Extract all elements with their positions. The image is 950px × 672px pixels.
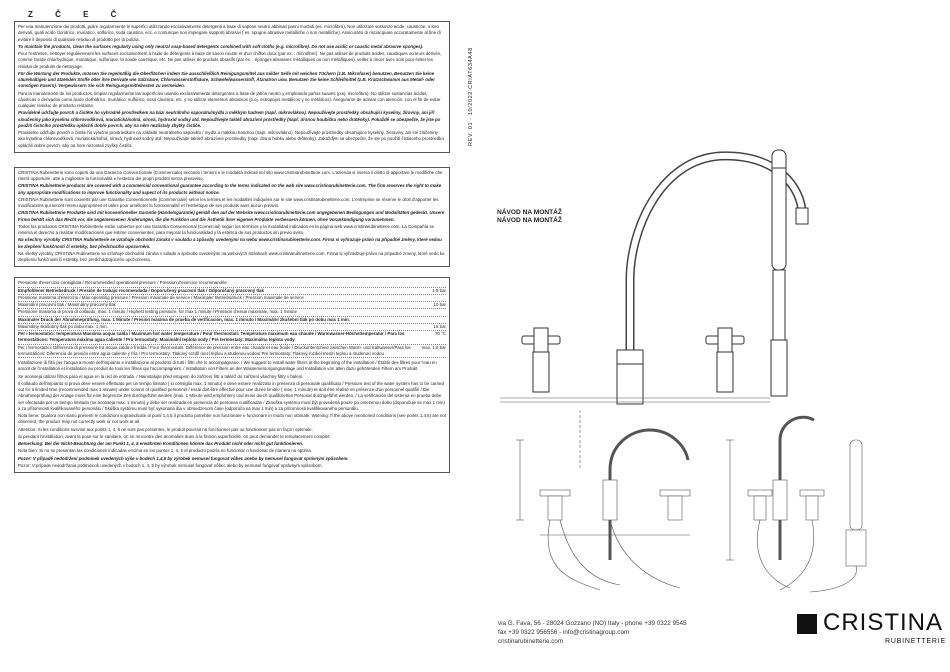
address-line: cristinarubinetterie.com (498, 638, 564, 646)
spec-row (18, 309, 446, 316)
language-header: Z Č E Č (28, 10, 127, 19)
spec-label: Pressione massima di prova di collaudo, max. 1 minuto / Highest testing pressure, for max 1 minute / Pression d'essai maximale, max. 1 minute (18, 309, 298, 315)
warranty-paragraph: CRISTINA Rubinetterie sono coperti da una Garanzia Convenzionale (Commerciale) secondo i termini e le modalità indicati nel sito www.cristinarubinetterie.com. L'azienda si riserva il diritto di apportare le modifiche che riterrà opportune, atte a migliorare la funzionalità e l'estetica dei propri prodotti senza preavviso. (18, 169, 443, 181)
spec-row (18, 280, 446, 287)
spec-label: Maximální pracovní tlak / Maximálny pracovný tlak (18, 302, 116, 307)
spec-value: 16 bar (433, 323, 446, 329)
note-paragraph: Pozor: V prípade nedodržania podmienok uvedených v bodoch 1, 4, 5 by výrobok nemusel fungovať vôbec alebo by nemusel fungovať správnym spôsobom. (18, 462, 323, 468)
shower-holder (773, 270, 785, 340)
cleaning-paragraph: To maintain the products, clean the surfaces regularly using only neutral soap-based detergents combined with soft cloths (e.g. microfibre). Do not use acidic or caustic metal abrasive sponges). (18, 43, 424, 49)
cleaning-section (14, 21, 450, 153)
spec-row (18, 317, 446, 324)
spec-label: Pressione massima d'esercizio / Max operating pressure / Pression maximale de service / Maximaler Betriebsdruck / Pression maximale de service (18, 294, 304, 300)
spec-label: Maximaler Druck der Abnahmeprüfung, max. 1 Minute / Presión máxima de prueba de verificación, max. 1 minuto / Maximální zkušební tlak po dobu max 1 min. (18, 316, 350, 322)
warranty-paragraph: CRISTINA Rubinetterie sont couverts par une Garantie Conventionnelle (Commerciale) selon les termes et les modalités indiquées sur le site www.cristinarubinetterie.com. L'entreprise se réserve le droit d'apporter les modifications qui seront retenu appropriées et utiles pour améliorer la fonctionnalité et l'esthétique de ses produits sans aucun préavis. (18, 196, 439, 208)
right-handle (706, 328, 744, 392)
spec-label: Maximálny skúšobný tlak po dobu max. 1 min. (18, 323, 108, 329)
spec-label: Pressione d'esercizio consigliata / Recommended operational pressure / Pression d'exercice recommandée (18, 280, 227, 286)
cleaning-paragraph: Für die Wartung der Produkte, müssen Sie regelmäßig die Oberflächen indem Sie ausschließlich Reinigungsmittel aus milder Seife mit weichen Tüchern (z.B. Mikrofaser) benutzen. Benutzen Sie keine säurehaltigen und ätzenden Stoffe oder ihre Derivate wie Salzsäure, Chlorwasserstoffsäure, Schwefelwasserstoff, Ätznatron usw. Benutzen Sie keine Schleifmittel (z.B. Kratzschwamm aus Metall- oder sonstigen Fasern). Vergewissern Sie sich Reinigungsmittelresten zu vermeiden. (18, 70, 435, 89)
cleaning-paragraph: Pravidelně udržujte povrch a čistěte ho vyhradně prostředkem na bázi neutrálního saponátu/mýdla a měkkým hadrem (např. mikrovlákno). Nepoužívejte prostředky obsahující kyseliny, žíraviny, ani jiří sloučeniny jako kyselina chlorovodíková, muriatická/solná, sírová, hydroxid sodný atd. Nepoužívejte taktéž abrazivní prostředky (např. drsnou houbičku nebo drátěnky). Pokaždé se ubezpečte, že jste po použití čisticího prostředku opláchli dobře povrch, aby na něm nezůstaly zbytky čističe. (18, 110, 441, 128)
note-paragraph: Si pendant l'installation, avant la pose sur le sanitaire, on se rencontre des anomalies dues à la finition superficielle, on peut demander le remplacement complet. (18, 433, 331, 439)
spout-tip (796, 208, 808, 224)
note-paragraph: Attention: Si les conditions susvisé aux points 1, 4, 5 ne sont pas présentes, le produit pourrait ne fonctionner pas ou fonctionner pas en façon optimale. (18, 426, 313, 432)
specs-section (14, 277, 450, 473)
technical-drawing-front (500, 398, 770, 590)
note-paragraph: Il collaudo dell'impianto si prova deve essere effettuato per un tempo limitato ( si consiglia max. 1 minuto) e deve essere realizzato in presenza di personale qualificato / Pressure test of the water system has to be carried out for a limited time (recommended max 1 minute) under control of qualified personnel / essai doit être effectué pour une durée limitée ( max. 1 minute) et doit être réalisé en présence d'un personnel qualifié / Die Abnahmeprüfung der Anlage muss für eine begrenzte Zeit durchgeführt werden (max. 1 Minute wird empfohlen) und muss durch qualifiziertes Personal durchgeführt werden. / La verificación del sistema en prueba debe ser efectuada por un tiempo limitado (se aconseja max. 1 minuto) y debe ser realizada en presencia de personas cualificadas / Zkouška systému musí být provedená pouze po omezenou dobu (doporučuje se max 1 min) a za přítomnosti kvalifikovaného personálu / Skúška systému musí byť vykonaná iba v obmedzenom čase (odporúča sa max 1 min) a za prítomnosti kvalifikovaného personálu. (18, 380, 445, 411)
note-paragraph: Nota bene: Qualora non siano presenti le condizioni sopraindicate ai punti 1,4,5 il prodotto potrebbe non funzionare e funzionare in modo non ottimale. Warning: If the above mentioned conditions (see points 1,4,5) are not observed, the product may not correctly work or not work at all. (18, 413, 446, 425)
spec-row (18, 288, 446, 295)
spec-row (18, 295, 446, 302)
logo-subtitle: RUBINETTERIE (885, 638, 946, 645)
spec-row (18, 324, 446, 331)
warranty-paragraph: Todos los productos CRISTINA Rubinetterie están cubiertos por una Garantía Convencional (Comercial) según los términos y la modalidad indicados en la página web www.cristinarubinetterie.com. La Compañía se reserva el derecho a realizar modificaciones que estime convenientes, para mejorar la funcionalidad y la estética de sus productos sin previo aviso. (18, 223, 435, 235)
spec-value: 10 bar (433, 302, 446, 307)
spout-base (617, 350, 643, 404)
warranty-paragraph: CRISTINA Rubinetterie products are covered with a commercial conventional guarantee according to the terms indicated on the web site www.cristinarubinetterie.com. The firm reserves the right to make any appropriate modifications to improve functionality and aspect of its products without notice. (18, 183, 442, 195)
document-code (460, 20, 472, 150)
note-paragraph: Installazione di filtri per l'acqua a monte dell'impianto e installazione al prodotto di tutti i filtri che lo accompagnano. / We suggest to install water filters at the beginning of the installation / Établir des filtres pour l'eau en amont de l'installation et installation au produit de tous les filtres qui l'accompagnent. / Installation von Filtern an der Wasserversorgungsanlage und Installation von allen dazu gehörenden Filtern am Produkt. (18, 360, 437, 372)
spec-label: Per i termostatici: temperatura Massima acqua calda / Maximum hot water temperature / Pour thermostati: Température maximum eau chaude / Warmwasser-Höchsttemperatur / Para los termostáticos: Temperatura máxima agua caliente / Pro termostaty: Maximální teplota vody / Pre termostaty: Maximálna teplota vody (18, 331, 405, 343)
company-address (498, 619, 687, 646)
warranty-paragraph: Na všechny výrobky CRISTINA Rubinetterie se vztahuje obchodní záruka v souladu a způsoby uvedenými na webu www.cristinarubinetterie.com. Firma si vyhrazuje právo na případné změny, které vedou ke zlepšení funkčnosti či estetiky, bez předchozího upozornění. (18, 237, 442, 249)
left-handle (522, 328, 560, 392)
cleaning-paragraph: Per una manutenzione dei prodotti, pulire regolarmente le superfici utilizzando esclusivamente detergenti a base di sapone neutro abbinati panni morbidi (es. microfibra). Non utilizzare sostanze acide, caustiche, o loro derivati, quali acido cloridrico, muriatico, solforico, soda caustica, ecc. e comunque non impiegare supporti abrasivi ( es. spugne abrasive metalliche o non metalliche). Assicurarsi di risciacquare accuratamente al fine di evitare il deposito di qualsiasi residuo di prodotto per la pulizia. (18, 24, 441, 42)
logo-mark-icon (797, 614, 817, 634)
spec-label: Per i termostatici: Differenza di pressione tra acqua calda e fredda / Four thermostats: Différence de pression entre eau chaude et eau froide / Druckunterschied zwischen Warm- und Kaltwasser/Para los termostáticos: Diferencia de presión entre agua caliente y fría / Pro termostaty: Tlakový rozdíl mezi teplou a studenou vodou/ Pre termostaty: Tlakový rozdiel medzi teplou a studenou vodou (18, 344, 411, 356)
left-text-column (14, 10, 450, 479)
cleaning-paragraph: Pour l'entretien, nettoyer régulièrement les surfaces exclusivement à l'aide de détergents à base de savon neutre et d'un chiffon doux (par ex. : microfibre). Ne pas utiliser de produits acides, caustiques ou leurs dérivés, comme l'acide chlorhydrique, muriatique, sulfurique, la soude caustique, etc. Ne pas utiliser de produits abrasifs (par ex. : éponges abrasives métalliques ou non métalliques). veiller à rincer avec soin pour éviter les résidus de produits de nettoyage. (18, 51, 442, 69)
spec-row (18, 345, 446, 359)
faucet-illustration (480, 140, 940, 610)
warranty-section (14, 167, 450, 268)
spec-row (18, 331, 446, 345)
note-paragraph: Nota bien: Si no se presentan las condiciones indicadas encima en los puntos 1, 4, 5 el producto podría no funcionar o funcionar de manera no optima. (18, 448, 312, 454)
cleaning-paragraph: Pravidelne udržujte povrch a čistite ho výlučne prostriedkom na základe neutrálneho saponátu / mydla a mäkkou handrou (napr. mikrovlákno). Nepoužívajte prostriedky obsahujúce kyseliny, žieraviny, ani iné zlúčeniny ako kyselina chlorovodíková, muriatická/soľná, sírová, hydroxid sodný atď. Nepoužívajte taktiež abrazívne prostriedky (napr. drsnú hubku alebo drôtenky). Zakaždým sa ubezpečte, že ste po použití čistiaceho prostriedku opláchli dobre povrch, aby na ňom nezostali zvyšky čističa. (18, 130, 444, 148)
spec-value: 70 °C (434, 331, 446, 336)
note-paragraph: Bemerkung: Bei der Nicht-Beachtung der am Punkt 1, 4, 5 erwähnten Konditionen könnte das Produkt nicht oder nicht gut funktionieren. (18, 441, 304, 446)
warranty-paragraph: CRISTINA Rubinetterie Produkte sind mit konventioneller Garantie (Handelsgarantie) gemäß den auf der Website www.cristinarubinetterie.com angegebenen Bedingungen und Modalitäten gedeckt. Unsere Firma behält sich das Recht vor, die angemessenen Änderungen, die die Funktion und die Ästhetik ihrer eigenen Produkte verbessern können, ohne Vorankündigung vorzunehmen. (18, 210, 445, 222)
address-line: fax +39 0322 956556 - info@cristinagroup.com (498, 629, 630, 637)
warranty-paragraph: Na všetky výrobky CRISTINA Rubinetterie sa vzťahuje obchodná záruka v súlade a spôsobe uvedenými na webových stránkach www.cristinarubinetterie.com. Firma si vyhradzuje právo na prípadné zmeny, ktoré vedú ku zlepšeniu funkčnosti či estetiky, bez predchádzajúceho upozornenia. (18, 250, 445, 262)
spec-value: 1-5 bar (432, 287, 446, 293)
document-code-text: REV. 01 - 10/2022 CRIAT634A48 (468, 47, 474, 146)
title-line: NÁVOD NA MONTÁŽ (497, 217, 562, 225)
spec-value: max. 1,5 bar (421, 344, 446, 350)
title-line: NÁVOD NA MONTÁŽ (497, 209, 562, 216)
logo-name: CRISTINA (823, 609, 944, 636)
note-paragraph: Pozor: V případě nedodržení podmínek uvedených výše v bodech 1,4,5 by výrobek nemusel fungovat vůbec anebo by nemusel fungovat správným způsobem. (18, 455, 349, 461)
cleaning-paragraph: Para la manutención de los productos, limpiar regularmente las superficies usando exclusivamente detergentes a base de jabón neutro y empleando paños suaves (p.ej. microfibra). No utilizar sustancias ácidas, cáusticas o derivados como ácido clorhídrico, muriático, sulfúrico, sosa cáustica, etc. y no utilizar elementos abrasivos (p.ej. estropajos metálicos y no metálicos). Asegurarse de aclarar con atención, con el fin de evitar cualquier residuo de producto restante. (18, 90, 441, 108)
address-line: via G. Fava, 56 - 28024 Gozzano (NO) Italy - phone +39 0322 9545 (498, 620, 687, 627)
spec-label: Empfohlener Betriebsdruck / Presión de trabajo recomendada / Doporučený pracovní tlak / Odporúčaný pracovný tlak (18, 287, 264, 293)
note-paragraph: Se aconseja utilizar filtros para el agua en la red de entrada. / Nainstalujte před vstupem do zařízení filtr a taktéž do zařízení všechny filtry v balení. (18, 373, 304, 379)
technical-drawing-side (726, 417, 866, 592)
spec-row (18, 302, 446, 309)
